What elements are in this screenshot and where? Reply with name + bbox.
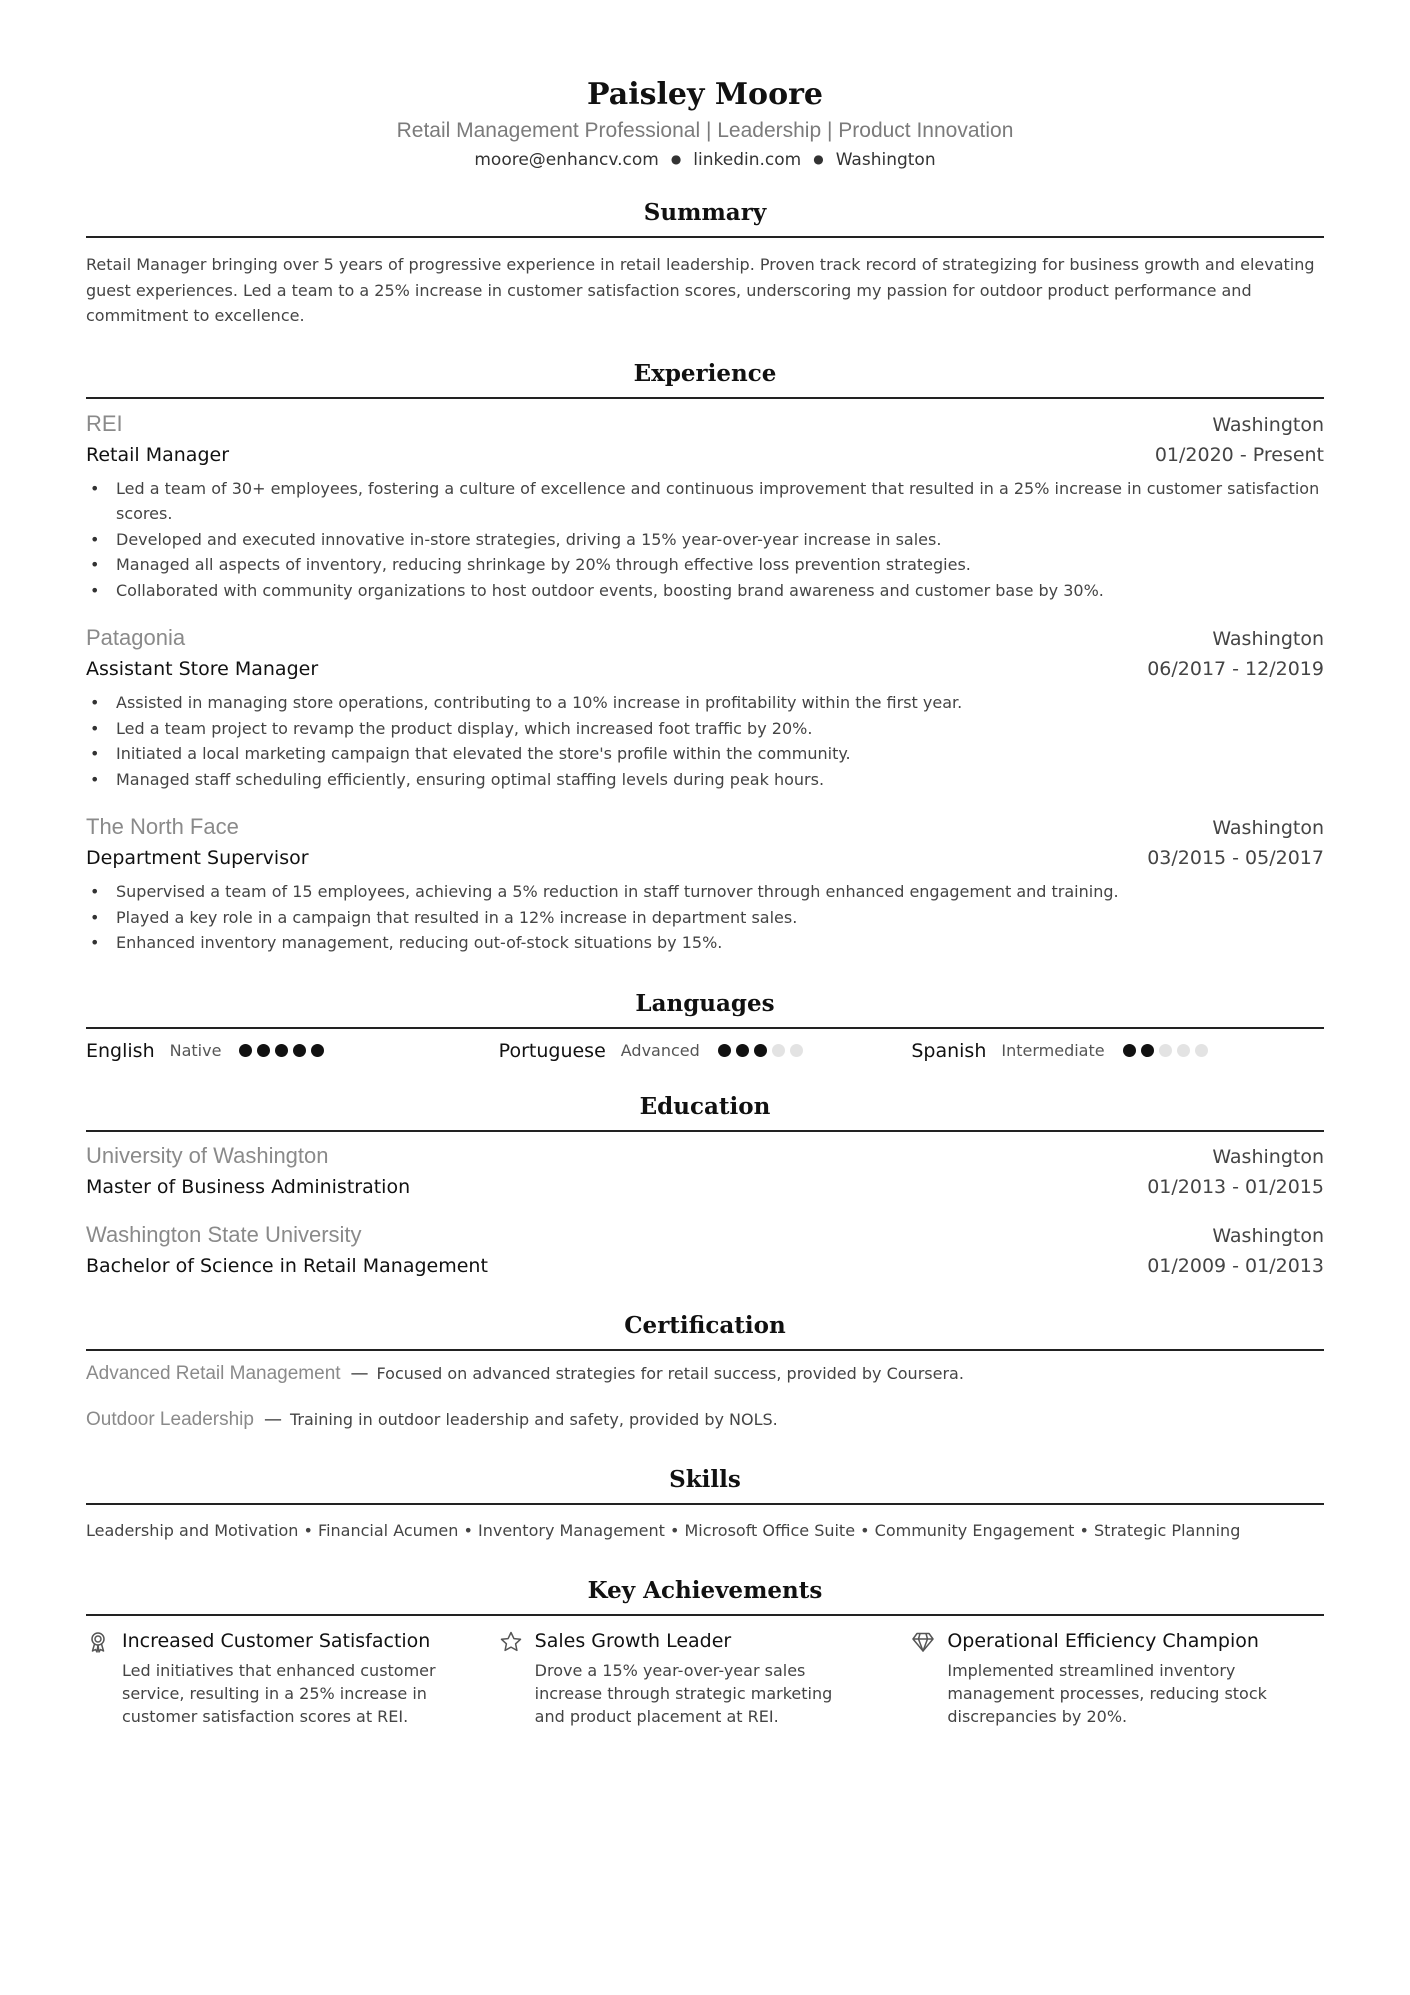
company-name: Patagonia: [86, 625, 186, 650]
job-title: Department Supervisor: [86, 847, 309, 869]
achievement-item: [499, 1626, 912, 1728]
section-title-certification: Certification: [86, 1311, 1324, 1351]
job-location: Washington: [1212, 628, 1324, 650]
language-name: Portuguese: [498, 1039, 606, 1062]
achievement-item: [911, 1626, 1324, 1728]
job-dates: 03/2015 - 05/2017: [1147, 847, 1324, 869]
rating-dot-filled: [736, 1044, 749, 1057]
section-title-experience: Experience: [86, 359, 1324, 399]
rating-dot-empty: [1195, 1044, 1208, 1057]
language-list: [86, 1040, 1324, 1062]
bullet-item: • Managed staff scheduling efficiently, ensuring optimal staffing levels during peak hours.: [86, 767, 1324, 793]
job-title: Assistant Store Manager: [86, 658, 319, 680]
rating-dot-filled: [1123, 1044, 1136, 1057]
achievement-title: Increased Customer Satisfaction: [122, 1629, 431, 1652]
rating-dot-filled: [239, 1044, 252, 1057]
linkedin-link[interactable]: linkedin.com: [693, 150, 802, 170]
education-entry: [86, 1220, 1324, 1281]
degree-name: Bachelor of Science in Retail Management: [86, 1254, 488, 1277]
bullet-item: • Collaborated with community organizations to host outdoor events, boosting brand awareness and customer base by 30%.: [86, 578, 1324, 604]
section-title-education: Education: [86, 1092, 1324, 1132]
job-bullets: [86, 690, 1324, 792]
achievement-body: [947, 1626, 1277, 1728]
school-name: University of Washington: [86, 1142, 329, 1168]
bullet-item: • Managed all aspects of inventory, reducing shrinkage by 20% through effective loss prevention strategies.: [86, 552, 1324, 578]
language-level: Intermediate: [1001, 1041, 1105, 1060]
summary-text: Retail Manager bringing over 5 years of progressive experience in retail leadership. Proven track record of strategizing for business growth and elevating guest experiences. Led a team to a 25% increase in customer satisfaction scores, underscoring my passion for outdoor product performance and commitment to excellence.: [86, 255, 1315, 325]
star-icon: [499, 1630, 523, 1654]
achievement-title: Sales Growth Leader: [534, 1629, 732, 1652]
certification-description: Training in outdoor leadership and safety, provided by NOLS.: [289, 1409, 778, 1429]
education-dates: 01/2009 - 01/2013: [1147, 1254, 1324, 1277]
school-name: Washington State University: [86, 1221, 362, 1247]
bullet-item: • Initiated a local marketing campaign that elevated the store's profile within the community.: [86, 741, 1324, 767]
rating-dot-filled: [754, 1044, 767, 1057]
language-name: Spanish: [911, 1039, 987, 1062]
job-dates: 01/2020 - Present: [1154, 443, 1324, 466]
certification-name: Outdoor Leadership: [86, 1408, 254, 1430]
rating-dot-filled: [311, 1044, 324, 1057]
job-location: Washington: [1212, 817, 1324, 839]
bullet-item: • Led a team project to revamp the product display, which increased foot traffic by 20%.: [86, 716, 1324, 742]
certification-description: Focused on advanced strategies for retail success, provided by Coursera.: [376, 1363, 964, 1383]
degree-name: Master of Business Administration: [86, 1175, 411, 1198]
rating-dot-filled: [293, 1044, 306, 1057]
skills-list: Leadership and Motivation • Financial Acumen • Inventory Management • Microsoft Office Suite • Community Engagement • Strategic Planning: [86, 1520, 1241, 1540]
education-entry: [86, 1141, 1324, 1202]
email-link[interactable]: moore@enhancv.com: [474, 150, 659, 170]
bullet-item: • Led a team of 30+ employees, fostering a culture of excellence and continuous improvement that resulted in a 25% increase in customer satisfaction scores.: [86, 476, 1324, 527]
job-bullets: [86, 476, 1324, 604]
bullet-item: • Played a key role in a campaign that resulted in a 12% increase in department sales.: [86, 905, 1324, 931]
separator-dot: ●: [670, 152, 682, 166]
language-rating: [718, 1044, 808, 1057]
rating-dot-filled: [718, 1044, 731, 1057]
achievement-list: [86, 1626, 1324, 1728]
section-title-languages: Languages: [86, 989, 1324, 1029]
language-item: [86, 1040, 499, 1062]
certification-name: Advanced Retail Management: [86, 1362, 341, 1384]
company-name: The North Face: [86, 814, 239, 839]
resume-header: [86, 0, 1324, 172]
certification-section: [86, 1311, 1324, 1435]
dash-separator: —: [350, 1362, 369, 1384]
bullet-item: • Assisted in managing store operations, contributing to a 10% increase in profitability within the first year.: [86, 690, 1324, 716]
job-bullets: [86, 879, 1324, 956]
job-title: Retail Manager: [86, 443, 230, 466]
rating-dot-filled: [1141, 1044, 1154, 1057]
location-text: Washington: [835, 150, 936, 170]
certification-item: [86, 1359, 1324, 1389]
job-location: Washington: [1212, 413, 1324, 436]
achievement-description: Implemented streamlined inventory management processes, reducing stock discrepancies by 20%.: [947, 1660, 1267, 1726]
achievement-body: [535, 1626, 865, 1728]
achievement-description: Drove a 15% year-over-year sales increase through strategic marketing and product placement at REI.: [534, 1660, 833, 1726]
experience-entry: [86, 409, 1324, 604]
experience-section: [86, 359, 1324, 956]
school-location: Washington: [1212, 1224, 1324, 1247]
language-rating: [239, 1044, 329, 1057]
contact-line: [86, 147, 1324, 172]
language-level: Advanced: [620, 1041, 700, 1060]
achievement-body: [122, 1626, 452, 1728]
section-title-achievements: Key Achievements: [86, 1576, 1324, 1616]
award-icon: [86, 1630, 110, 1654]
bullet-item: • Developed and executed innovative in-store strategies, driving a 15% year-over-year increase in sales.: [86, 527, 1324, 553]
rating-dot-empty: [790, 1044, 803, 1057]
candidate-tagline: Retail Management Professional | Leadership | Product Innovation: [396, 119, 1014, 142]
separator-dot: ●: [813, 152, 824, 166]
section-title-summary: Summary: [86, 198, 1324, 238]
achievement-title: Operational Efficiency Champion: [947, 1629, 1259, 1652]
language-name: English: [86, 1039, 155, 1062]
achievements-section: [86, 1576, 1324, 1728]
diamond-icon: [911, 1630, 935, 1654]
achievement-description: Led initiatives that enhanced customer service, resulting in a 25% increase in customer satisfaction scores at REI.: [122, 1660, 436, 1726]
section-title-skills: Skills: [86, 1465, 1324, 1505]
skills-section: [86, 1465, 1324, 1543]
language-rating: [1123, 1044, 1213, 1057]
job-dates: 06/2017 - 12/2019: [1147, 658, 1324, 680]
experience-entry: [86, 623, 1324, 792]
company-name: REI: [86, 410, 123, 436]
bullet-item: • Enhanced inventory management, reducing out-of-stock situations by 15%.: [86, 930, 1324, 956]
rating-dot-filled: [275, 1044, 288, 1057]
language-item: [911, 1040, 1324, 1062]
rating-dot-empty: [1177, 1044, 1190, 1057]
candidate-name: Paisley Moore: [587, 77, 823, 112]
dash-separator: —: [263, 1408, 282, 1430]
school-location: Washington: [1212, 1145, 1324, 1168]
languages-section: [86, 989, 1324, 1062]
summary-section: [86, 198, 1324, 329]
education-dates: 01/2013 - 01/2015: [1147, 1175, 1324, 1198]
achievement-item: [86, 1626, 499, 1728]
rating-dot-empty: [772, 1044, 785, 1057]
certification-item: [86, 1405, 1324, 1435]
rating-dot-empty: [1159, 1044, 1172, 1057]
language-item: [499, 1040, 912, 1062]
bullet-item: • Supervised a team of 15 employees, achieving a 5% reduction in staff turnover through enhanced engagement and training.: [86, 879, 1324, 905]
language-level: Native: [169, 1041, 222, 1060]
rating-dot-filled: [257, 1044, 270, 1057]
education-section: [86, 1092, 1324, 1281]
experience-entry: [86, 812, 1324, 956]
